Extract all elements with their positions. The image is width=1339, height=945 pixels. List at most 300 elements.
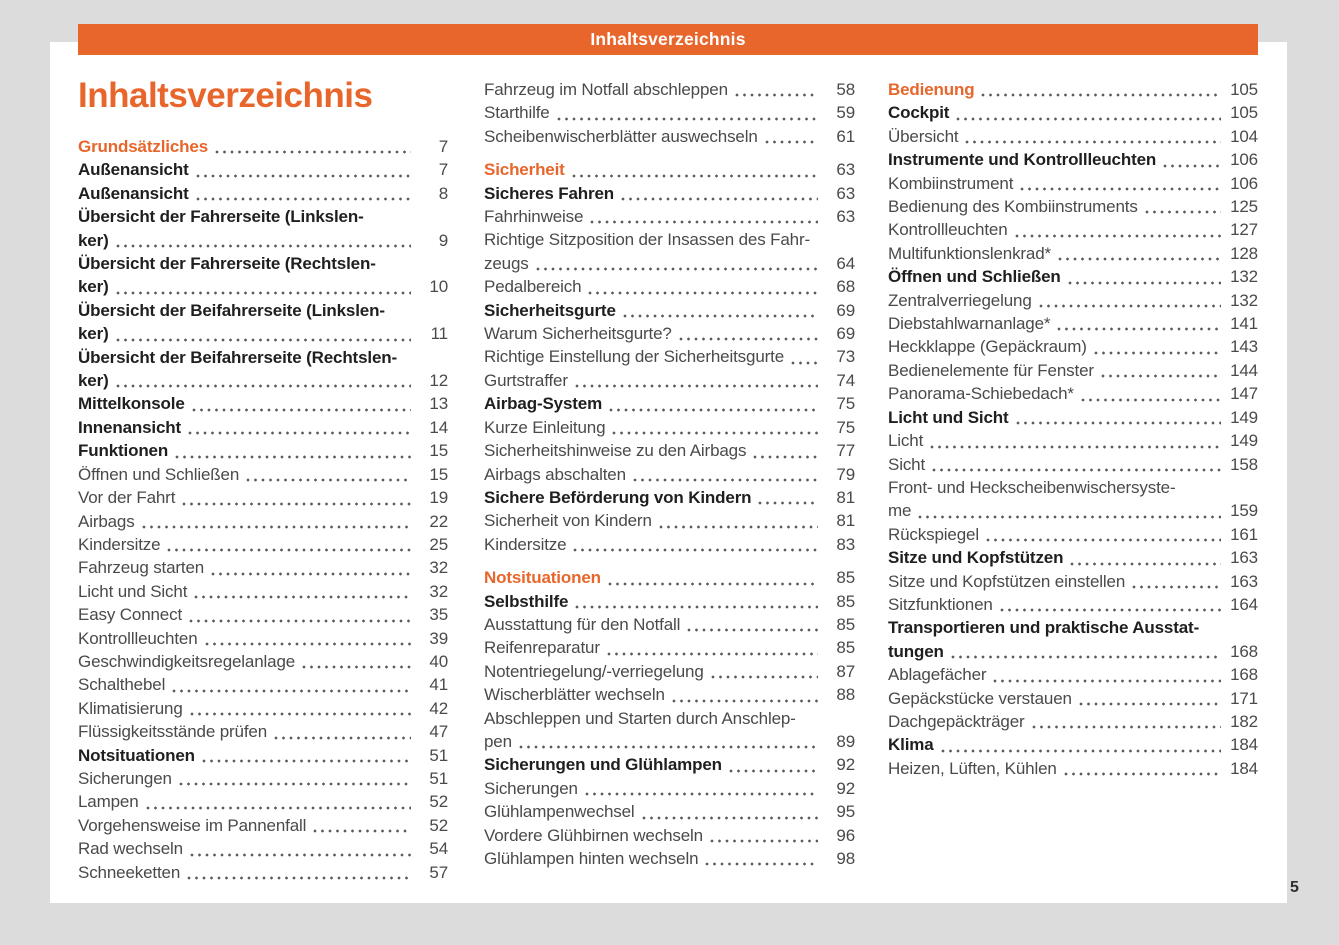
dot-leader [583, 777, 818, 800]
header-bar-title: Inhaltsverzeichnis [590, 29, 746, 49]
toc-entry [888, 757, 1258, 780]
toc-entry-label: Ausstattung für den Notfall [484, 614, 681, 634]
dot-leader [114, 275, 411, 298]
dot-leader [621, 299, 818, 322]
toc-entry-page-number: 168 [1230, 641, 1258, 661]
toc-entry-label: Außenansicht [78, 160, 189, 180]
toc-entry [78, 790, 448, 813]
dot-leader [203, 627, 411, 650]
dot-leader [1055, 312, 1221, 335]
toc-entry [888, 125, 1258, 148]
dot-leader [657, 509, 818, 532]
toc-entry [78, 463, 448, 486]
toc-entry [484, 777, 855, 800]
dot-leader [1130, 570, 1221, 593]
toc-entry [484, 707, 855, 754]
toc-entry-label: Heizen, Lüften, Kühlen [888, 758, 1057, 778]
toc-entry-page-number: 52 [429, 792, 448, 812]
toc-entry-page-number: 85 [836, 568, 855, 588]
toc-entry-page-number: 39 [429, 628, 448, 648]
toc-entry-page-number: 83 [836, 534, 855, 554]
toc-entry-page-number: 74 [836, 370, 855, 390]
toc-entry-page-number: 95 [836, 802, 855, 822]
dot-leader [177, 767, 411, 790]
toc-entry-label: Licht und Sicht [78, 581, 188, 601]
toc-entry-label: Übersicht der Beifahrerseite (Rechtslen- [78, 347, 397, 367]
toc-entry-page-number: 182 [1230, 711, 1258, 731]
toc-entry [888, 265, 1258, 288]
toc-entry [888, 172, 1258, 195]
dot-leader [213, 135, 411, 158]
toc-entry [484, 275, 855, 298]
toc-entry-page-number: 42 [429, 698, 448, 718]
toc-entry-label: Flüssigkeitsstände prüfen [78, 722, 268, 742]
dot-leader [114, 369, 411, 392]
toc-column-2 [484, 78, 855, 870]
toc-entry-label: Kindersitze [484, 534, 567, 554]
toc-entry-label: Kindersitze [78, 534, 161, 554]
toc-entry-label: Rad wechseln [78, 839, 183, 859]
dot-leader [517, 730, 818, 753]
toc-entry-page-number: 89 [836, 731, 855, 751]
toc-entry-label: Kurze Einleitung [484, 417, 606, 437]
dot-leader [619, 182, 818, 205]
toc-entry-label: Airbags abschalten [484, 464, 626, 484]
toc-entry-page-number: 85 [836, 638, 855, 658]
toc-entry-label: Wischerblätter wechseln [484, 685, 665, 705]
toc-entry [888, 312, 1258, 335]
dot-leader [1143, 195, 1221, 218]
toc-entry-label: Starthilfe [484, 103, 550, 123]
toc-entry [888, 101, 1258, 124]
toc-entry [888, 406, 1258, 429]
toc-entry-page-number: 10 [429, 277, 448, 297]
toc-entry [888, 523, 1258, 546]
toc-entry [78, 182, 448, 205]
toc-entry-page-number: 141 [1230, 314, 1258, 334]
toc-entry [888, 359, 1258, 382]
toc-entry [78, 744, 448, 767]
toc-entry-label: Sicheres Fahren [484, 183, 615, 203]
toc-entry-page-number: 7 [438, 160, 448, 180]
toc-entry [888, 453, 1258, 476]
dot-leader [640, 800, 818, 823]
dot-leader [751, 439, 818, 462]
toc-entry-page-number: 106 [1230, 150, 1258, 170]
toc-entry [78, 205, 448, 252]
toc-entry-label: Sicherungen und Glühlampen [484, 755, 722, 775]
dot-leader [186, 416, 411, 439]
toc-entry-page-number: 144 [1230, 360, 1258, 380]
toc-entry-label: Notsituationen [78, 745, 195, 765]
toc-entry-label: Sicherungen [484, 778, 578, 798]
toc-entry-page-number: 7 [438, 137, 448, 156]
toc-entry [78, 510, 448, 533]
toc-entry-page-number: 163 [1230, 571, 1258, 591]
dot-leader [979, 78, 1221, 101]
toc-entry-page-number: 96 [836, 825, 855, 845]
toc-entry-page-number: 85 [836, 614, 855, 634]
toc-entry [484, 566, 855, 589]
dot-leader [991, 663, 1221, 686]
dot-leader [939, 733, 1221, 756]
toc-entry-page-number: 128 [1230, 243, 1258, 263]
toc-entry [888, 218, 1258, 241]
toc-entry-label: Außenansicht [78, 183, 189, 203]
dot-leader [311, 814, 411, 837]
dot-leader [670, 683, 818, 706]
dot-leader [534, 252, 818, 275]
toc-entry-label: Fahrzeug im Notfall abschleppen [484, 80, 728, 99]
toc-entry-page-number: 98 [836, 849, 855, 868]
toc-entry-label: Übersicht der Fahrerseite (Linkslen- [78, 207, 364, 227]
toc-entry [484, 660, 855, 683]
toc-entry-page-number: 159 [1230, 501, 1258, 521]
toc-entry-label: Dachgepäckträger [888, 711, 1025, 731]
dot-leader [1013, 218, 1221, 241]
toc-entry-page-number: 87 [836, 661, 855, 681]
toc-entry [484, 78, 855, 101]
toc-entry-page-number: 57 [429, 862, 448, 882]
toc-entry-label: Reifenreparatur [484, 638, 600, 658]
toc-entry-label: Gurtstraffer [484, 370, 568, 390]
toc-entry-label: Mittelkonsole [78, 394, 185, 414]
dot-leader [708, 824, 818, 847]
toc-entry-page-number: 63 [836, 160, 855, 180]
toc-entry [484, 533, 855, 556]
dot-leader [756, 486, 818, 509]
toc-entry-label: Kontrollleuchten [888, 220, 1008, 240]
toc-entry-label: Selbsthilfe [484, 591, 569, 611]
toc-entry-page-number: 85 [836, 591, 855, 611]
toc-entry-page-number: 63 [836, 207, 855, 227]
toc-entry [484, 369, 855, 392]
toc-entry [888, 570, 1258, 593]
toc-entry [78, 158, 448, 181]
toc-entry-label: Bedienung des Kombiinstruments [888, 197, 1138, 217]
toc-entry-label: Sichere Beförderung von Kindern [484, 487, 752, 507]
toc-entry-label: Öffnen und Schließen [888, 267, 1061, 287]
toc-entry-label: Richtige Einstellung der Sicherheitsgurte [484, 347, 785, 367]
dot-leader [1068, 546, 1221, 569]
toc-entry-page-number: 64 [836, 253, 855, 273]
toc-entry [888, 78, 1258, 101]
toc-entry-label: Notsituationen [484, 568, 601, 588]
toc-entry [888, 687, 1258, 710]
toc-entry [888, 289, 1258, 312]
dot-leader [188, 837, 411, 860]
dot-leader [187, 603, 411, 626]
dot-leader [573, 369, 818, 392]
toc-entry-label: Lampen [78, 792, 139, 812]
toc-entry-page-number: 35 [429, 605, 448, 625]
toc-entry [78, 346, 448, 393]
toc-entry-label: Licht und Sicht [888, 407, 1009, 427]
toc-entry-label: Innenansicht [78, 417, 182, 437]
toc-entry-page-number: 32 [429, 581, 448, 601]
toc-entry [484, 463, 855, 486]
dot-leader [194, 158, 411, 181]
dot-leader [200, 744, 411, 767]
toc-entry [484, 299, 855, 322]
toc-entry-page-number: 11 [430, 324, 448, 344]
toc-entry [484, 800, 855, 823]
dot-leader [709, 660, 818, 683]
toc-entry-label: ker) [78, 230, 109, 250]
toc-entry-label: ker) [78, 277, 109, 297]
toc-entry-label: Klimatisierung [78, 698, 183, 718]
toc-entry-label: Ablagefächer [888, 665, 987, 685]
dot-leader [1066, 265, 1221, 288]
toc-entry-label: Diebstahlwarnanlage* [888, 314, 1051, 334]
toc-entry-page-number: 106 [1230, 173, 1258, 193]
dot-leader [703, 847, 818, 870]
toc-entry-page-number: 161 [1230, 524, 1258, 544]
toc-entry-label: Schalthebel [78, 675, 166, 695]
toc-entry-label: ker) [78, 371, 109, 391]
toc-entry [484, 322, 855, 345]
toc-entry-label: ker) [78, 324, 109, 344]
dot-leader [984, 523, 1221, 546]
toc-entry [78, 533, 448, 556]
toc-entry-label: Instrumente und Kontrollleuchten [888, 150, 1157, 170]
toc-entry-label: Sicherungen [78, 768, 172, 788]
dot-leader [1037, 289, 1221, 312]
toc-entry-page-number: 92 [836, 755, 855, 775]
toc-entry [888, 663, 1258, 686]
toc-entry-page-number: 143 [1230, 337, 1258, 357]
toc-entry-label: Transportieren und praktische Ausstat- [888, 618, 1200, 638]
dot-leader [573, 590, 818, 613]
toc-entry-label: Sitzfunktionen [888, 594, 993, 614]
toc-entry-page-number: 164 [1230, 594, 1258, 614]
toc-entry-page-number: 41 [429, 675, 448, 695]
toc-entry [78, 439, 448, 462]
toc-entry-page-number: 59 [836, 103, 855, 123]
toc-entry-label: Richtige Sitzposition der Insassen des Fahr- [484, 230, 811, 250]
dot-leader [949, 640, 1221, 663]
dot-leader [209, 556, 411, 579]
toc-entry [888, 476, 1258, 523]
dot-leader [173, 439, 411, 462]
toc-entry-label: Glühlampen hinten wechseln [484, 849, 699, 868]
dot-leader [588, 205, 818, 228]
dot-leader [114, 229, 411, 252]
toc-entry [484, 613, 855, 636]
toc-entry [888, 148, 1258, 171]
toc-entry-label: Fahrhinweise [484, 207, 584, 227]
toc-entry [78, 627, 448, 650]
toc-entry [78, 697, 448, 720]
dot-leader [188, 697, 411, 720]
toc-entry-page-number: 19 [429, 488, 448, 508]
toc-entry-page-number: 22 [429, 511, 448, 531]
toc-entry-label: Abschleppen und Starten durch Anschlep- [484, 708, 796, 728]
toc-entry-label: Vor der Fahrt [78, 488, 176, 508]
dot-leader [140, 510, 411, 533]
toc-entry-label: Warum Sicherheitsgurte? [484, 324, 672, 344]
toc-entry [888, 733, 1258, 756]
toc-entry [888, 546, 1258, 569]
dot-leader [1077, 687, 1221, 710]
toc-entry-page-number: 15 [429, 441, 448, 461]
toc-entry-label: Front- und Heckscheibenwischersyste- [888, 477, 1176, 497]
dot-leader [244, 463, 411, 486]
toc-entry-label: Sitze und Kopfstützen einstellen [888, 571, 1126, 591]
toc-entry-page-number: 149 [1230, 407, 1258, 427]
toc-entry [484, 345, 855, 368]
dot-leader [192, 580, 411, 603]
dot-leader [170, 673, 411, 696]
toc-entry [484, 182, 855, 205]
dot-leader [606, 566, 818, 589]
toc-entry-page-number: 81 [836, 487, 855, 507]
toc-entry-label: Grundsätzliches [78, 137, 209, 156]
dot-leader [190, 392, 411, 415]
toc-entry-label: Panorama-Schiebedach* [888, 384, 1074, 404]
toc-column-3 [888, 78, 1258, 780]
toc-entry [78, 299, 448, 346]
toc-entry-page-number: 81 [836, 511, 855, 531]
dot-leader [555, 101, 818, 124]
toc-entry [78, 603, 448, 626]
toc-entry-page-number: 15 [429, 464, 448, 484]
toc-entry-page-number: 32 [429, 558, 448, 578]
toc-entry-page-number: 147 [1230, 384, 1258, 404]
toc-entry-page-number: 68 [836, 277, 855, 297]
toc-entry-label: Heckklappe (Gepäckraum) [888, 337, 1087, 357]
dot-leader [954, 101, 1221, 124]
toc-entry [484, 824, 855, 847]
toc-entry-page-number: 132 [1230, 267, 1258, 287]
toc-entry-label: Notentriegelung/-verriegelung [484, 661, 704, 681]
toc-entry [888, 335, 1258, 358]
toc-entry-label: Airbag-System [484, 394, 603, 414]
toc-entry [78, 861, 448, 884]
toc-entry-label: Sicherheit [484, 160, 565, 180]
toc-entry-label: Sicht [888, 454, 926, 474]
toc-entry-page-number: 25 [429, 534, 448, 554]
toc-entry [78, 814, 448, 837]
dot-leader [733, 78, 818, 101]
toc-entry-label: Geschwindigkeitsregelanlage [78, 651, 296, 671]
toc-entry-page-number: 105 [1230, 80, 1258, 99]
toc-entry [484, 416, 855, 439]
toc-entry-label: Funktionen [78, 441, 169, 461]
toc-entry-label: Vordere Glühbirnen wechseln [484, 825, 703, 845]
page-title: Inhaltsverzeichnis [78, 76, 373, 115]
toc-entry-label: Sicherheit von Kindern [484, 511, 652, 531]
toc-entry [78, 673, 448, 696]
dot-leader [763, 125, 818, 148]
toc-entry-page-number: 58 [836, 80, 855, 99]
toc-entry-page-number: 158 [1230, 454, 1258, 474]
toc-entry [78, 252, 448, 299]
toc-entry [78, 837, 448, 860]
toc-entry [888, 382, 1258, 405]
toc-entry-label: Sicherheitsgurte [484, 300, 616, 320]
dot-leader [571, 533, 818, 556]
toc-entry [484, 228, 855, 275]
dot-leader [586, 275, 818, 298]
toc-entry-page-number: 8 [438, 183, 448, 203]
toc-entry-label: Zentralverriegelung [888, 290, 1032, 310]
toc-entry-label: Pedalbereich [484, 277, 582, 297]
dot-leader [930, 453, 1221, 476]
toc-entry-page-number: 40 [429, 651, 448, 671]
toc-entry-page-number: 69 [836, 300, 855, 320]
toc-entry [78, 416, 448, 439]
toc-entry [78, 486, 448, 509]
dot-leader [685, 613, 818, 636]
toc-entry-label: Kontrollleuchten [78, 628, 198, 648]
toc-entry-page-number: 125 [1230, 197, 1258, 217]
toc-entry-label: Sicherheitshinweise zu den Airbags [484, 441, 747, 461]
toc-entry-page-number: 163 [1230, 548, 1258, 568]
toc-entry [888, 593, 1258, 616]
toc-entry [484, 439, 855, 462]
toc-entry-label: tungen [888, 641, 944, 661]
toc-entry [78, 135, 448, 158]
toc-entry-label: Klima [888, 735, 934, 755]
dot-leader [1079, 382, 1221, 405]
toc-entry-label: Bedienelemente für Fenster [888, 360, 1094, 380]
toc-entry [78, 767, 448, 790]
dot-leader [631, 463, 818, 486]
toc-entry-page-number: 54 [429, 839, 448, 859]
toc-entry-label: Übersicht der Beifahrerseite (Linkslen- [78, 300, 385, 320]
toc-entry [484, 205, 855, 228]
toc-entry-label: Rückspiegel [888, 524, 979, 544]
toc-entry-page-number: 14 [429, 417, 448, 437]
toc-entry-label: Airbags [78, 511, 135, 531]
dot-leader [1161, 148, 1221, 171]
toc-entry [78, 580, 448, 603]
toc-entry-page-number: 51 [429, 768, 448, 788]
dot-leader [1030, 710, 1221, 733]
header-bar [78, 24, 1258, 55]
toc-entry [484, 101, 855, 124]
toc-entry [484, 509, 855, 532]
toc-entry [888, 616, 1258, 663]
dot-leader [180, 486, 411, 509]
dot-leader [789, 345, 818, 368]
dot-leader [1099, 359, 1221, 382]
dot-leader [1014, 406, 1221, 429]
dot-leader [605, 636, 818, 659]
dot-leader [144, 790, 411, 813]
toc-entry [888, 242, 1258, 265]
dot-leader [916, 499, 1221, 522]
dot-leader [194, 182, 411, 205]
dot-leader [570, 158, 818, 181]
toc-entry-page-number: 12 [429, 371, 448, 391]
toc-entry-label: Kombiinstrument [888, 173, 1014, 193]
dot-leader [165, 533, 411, 556]
toc-entry [484, 847, 855, 870]
toc-entry-label: Schneeketten [78, 862, 181, 882]
dot-leader [300, 650, 411, 673]
toc-entry [78, 650, 448, 673]
toc-entry [484, 590, 855, 613]
toc-entry [888, 710, 1258, 733]
dot-leader [677, 322, 818, 345]
toc-entry-page-number: 132 [1230, 290, 1258, 310]
toc-entry-label: Bedienung [888, 80, 975, 99]
toc-entry-label: Glühlampenwechsel [484, 802, 635, 822]
toc-entry-label: Cockpit [888, 103, 950, 123]
folio-page-number: 5 [1290, 879, 1299, 896]
